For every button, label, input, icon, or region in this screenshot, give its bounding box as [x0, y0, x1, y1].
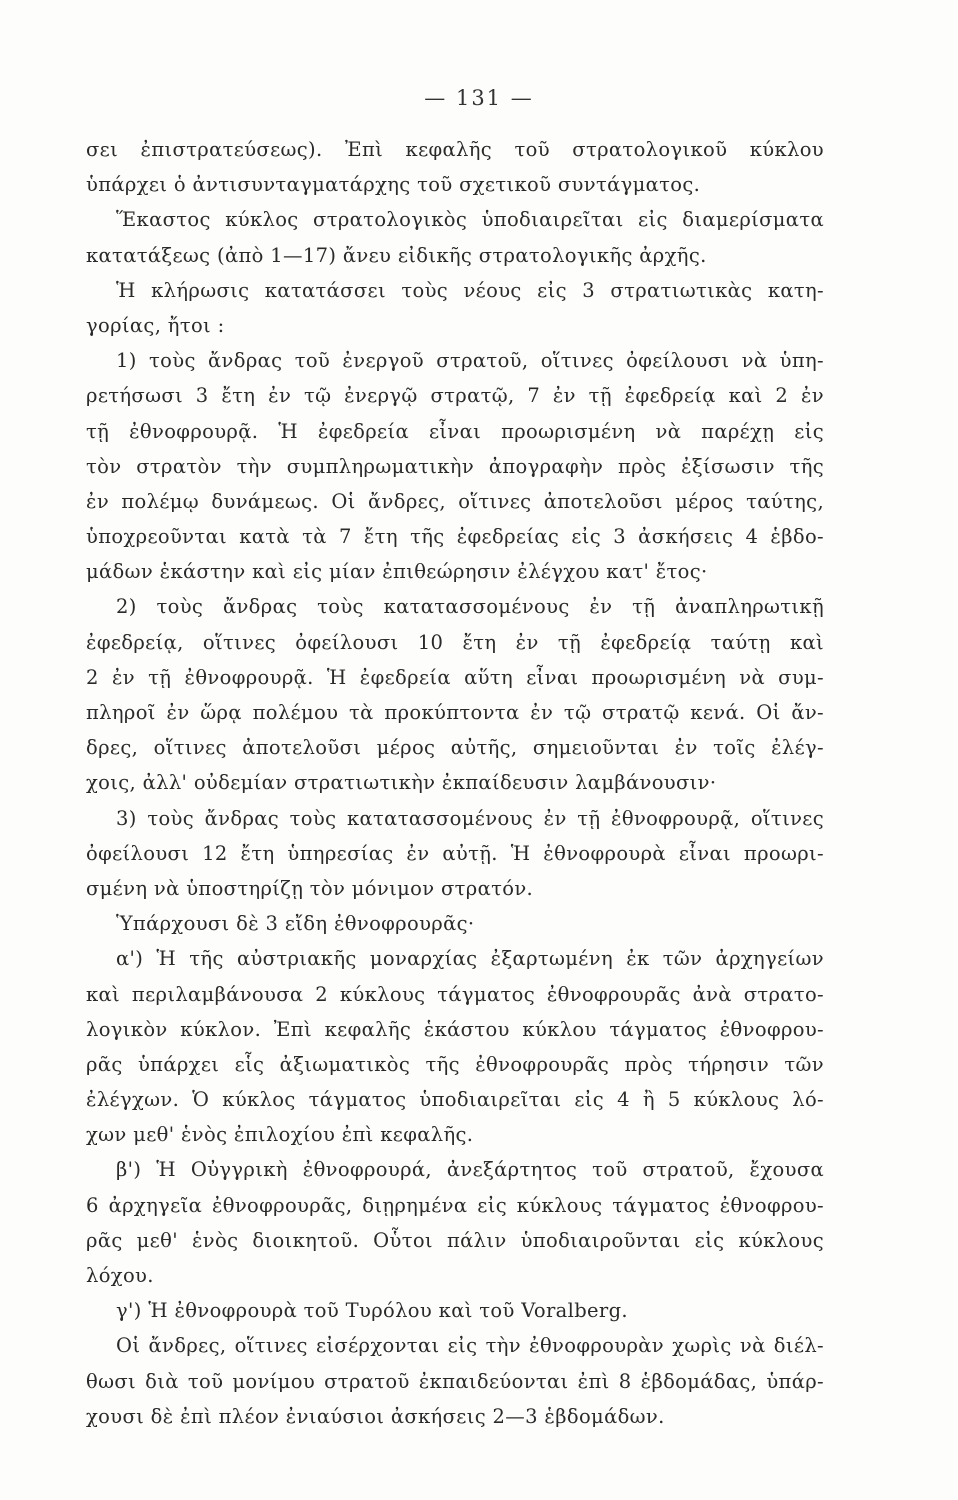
text-line: Ἡ κλήρωσις κατατάσσει τοὺς νέους εἰς 3 στρατιωτικὰς κατη-	[116, 278, 824, 302]
text-line: μάδων ἑκάστην καὶ εἰς μίαν ἐπιθεώρησιν ἐλέγχου κατ' ἔτος·	[86, 560, 708, 584]
text-line: α') Ἡ τῆς αὐστριακῆς μοναρχίας ἐξαρτωμένη ἐκ τῶν ἀρχηγείων	[116, 947, 824, 971]
text-line: σει ἐπιστρατεύσεως). Ἐπὶ κεφαλῆς τοῦ στρατολογικοῦ κύκλου	[86, 138, 824, 161]
text-line: ρᾶς μεθ' ἑνὸς διοικητοῦ. Οὗτοι πάλιν ὑποδιαιροῦνται εἰς κύκλους	[86, 1228, 824, 1252]
text-line: ὑπάρχει ὁ ἀντισυνταγματάρχης τοῦ σχετικοῦ συντάγματος.	[86, 173, 701, 197]
text-line: κατατάξεως (ἀπὸ 1—17) ἄνευ εἰδικῆς στρατολογικῆς ἀρχῆς.	[86, 243, 707, 267]
text-line: 6 ἀρχηγεῖα ἐθνοφρουρᾶς, διῃρημένα εἰς κύκλους τάγματος ἐθνοφρου-	[86, 1193, 824, 1217]
text-line: χοις, ἀλλ' οὐδεμίαν στρατιωτικὴν ἐκπαίδευσιν λαμβάνουσιν·	[86, 771, 717, 795]
text-line: Ὑπάρχουσι δὲ 3 εἴδη ἐθνοφρουρᾶς·	[116, 912, 475, 936]
text-line: γ') Ἡ ἐθνοφρουρὰ τοῦ Τυρόλου καὶ τοῦ Voralberg.	[116, 1299, 628, 1323]
text-line: τῇ ἐθνοφρουρᾷ. Ἡ ἐφεδρεία εἶναι προωρισμένη νὰ παρέχῃ εἰς	[86, 419, 824, 443]
text-line: δρες, οἵτινες ἀποτελοῦσι μέρος αὐτῆς, σημειοῦνται ἐν τοῖς ἐλέγ-	[86, 736, 824, 760]
page-number: — 131 —	[424, 86, 534, 110]
text-line: 3) τοὺς ἄνδρας τοὺς κατατασσομένους ἐν τῇ ἐθνοφρουρᾷ, οἵτινες	[116, 806, 824, 830]
text-line: γορίας, ἤτοι :	[86, 313, 225, 337]
text-line: 2) τοὺς ἄνδρας τοὺς κατατασσομένους ἐν τῇ ἀναπληρωτικῇ	[116, 595, 824, 619]
text-line: χων μεθ' ἑνὸς ἐπιλοχίου ἐπὶ κεφαλῆς.	[86, 1123, 474, 1147]
text-line: Ἕκαστος κύκλος στρατολογικὸς ὑποδιαιρεῖται εἰς διαμερίσματα	[116, 208, 824, 232]
text-line: β') Ἡ Οὐγγρικὴ ἐθνοφρουρά, ἀνεξάρτητος τοῦ στρατοῦ, ἔχουσα	[116, 1158, 824, 1182]
text-line: ρᾶς ὑπάρχει εἷς ἀξιωματικὸς τῆς ἐθνοφρουρᾶς πρὸς τήρησιν τῶν	[86, 1052, 824, 1076]
text-line: τὸν στρατὸν τὴν συμπληρωματικὴν ἀπογραφὴν πρὸς ἐξίσωσιν τῆς	[86, 454, 824, 478]
text-line: πληροῖ ἐν ὥρᾳ πολέμου τὰ προκύπτοντα ἐν τῷ στρατῷ κενά. Οἱ ἄν-	[86, 701, 824, 724]
text-line: ὑποχρεοῦνται κατὰ τὰ 7 ἔτη τῆς ἐφεδρείας εἰς 3 ἀσκήσεις 4 ἑβδο-	[86, 525, 824, 549]
text-line: ἐλέγχων. Ὁ κύκλος τάγματος ὑποδιαιρεῖται εἰς 4 ἢ 5 κύκλους λό-	[86, 1088, 824, 1112]
text-line: καὶ περιλαμβάνουσα 2 κύκλους τάγματος ἐθνοφρουρᾶς ἀνὰ στρατο-	[86, 982, 824, 1006]
text-line: 1) τοὺς ἄνδρας τοῦ ἐνεργοῦ στρατοῦ, οἵτινες ὀφείλουσι νὰ ὑπη-	[116, 349, 824, 373]
text-line: ρετήσωσι 3 ἔτη ἐν τῷ ἐνεργῷ στρατῷ, 7 ἐν τῇ ἐφεδρείᾳ καὶ 2 ἐν	[86, 384, 824, 408]
text-line: θωσι διὰ τοῦ μονίμου στρατοῦ ἐκπαιδεύονται ἐπὶ 8 ἑβδομάδας, ὑπάρ-	[86, 1369, 824, 1393]
text-line: λογικὸν κύκλον. Ἐπὶ κεφαλῆς ἑκάστου κύκλου τάγματος ἐθνοφρου-	[86, 1017, 824, 1041]
text-line: σμένη νὰ ὑποστηρίζῃ τὸν μόνιμον στρατόν.	[86, 876, 534, 900]
text-line: χουσι δὲ ἐπὶ πλέον ἐνιαύσιοι ἀσκήσεις 2—3 ἑβδομάδων.	[86, 1404, 665, 1428]
text-line: λόχου.	[86, 1264, 154, 1287]
text-line: ὀφείλουσι 12 ἔτη ὑπηρεσίας ἐν αὐτῇ. Ἡ ἐθνοφρουρὰ εἶναι προωρι-	[86, 841, 824, 865]
text-line: Οἱ ἄνδρες, οἵτινες εἰσέρχονται εἰς τὴν ἐθνοφρουρὰν χωρὶς νὰ διέλ-	[116, 1334, 824, 1358]
body-text	[86, 132, 824, 1434]
text-line: 2 ἐν τῇ ἐθνοφρουρᾷ. Ἡ ἐφεδρεία αὕτη εἶναι προωρισμένη νὰ συμ-	[86, 665, 824, 689]
text-line: ἐν πολέμῳ δυνάμεως. Οἱ ἄνδρες, οἵτινες ἀποτελοῦσι μέρος ταύτης,	[86, 489, 824, 513]
text-line: ἐφεδρείᾳ, οἵτινες ὀφείλουσι 10 ἔτη ἐν τῇ ἐφεδρείᾳ ταύτῃ καὶ	[86, 630, 824, 654]
